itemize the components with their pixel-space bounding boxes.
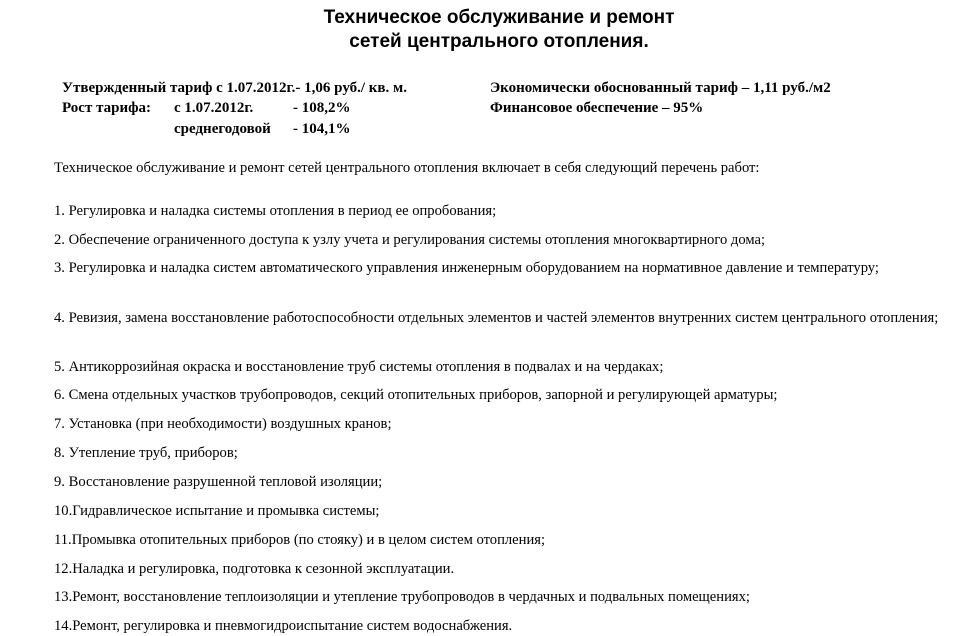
work-item-4: 4. Ревизия, замена восстановление работоспособности отдельных элементов и частей элементов внутренних систем центрального отопления; (54, 310, 939, 326)
tariff-growth-average: среднегодовой (174, 121, 271, 137)
financing-level: Финансовое обеспечение – 95% (490, 100, 704, 116)
work-item-2: 2. Обеспечение ограниченного доступа к узлу учета и регулирования системы отопления многоквартирного дома; (54, 232, 766, 248)
work-item-13: 13.Ремонт, восстановление теплоизоляции и утепление трубопроводов в чердачных и подвальных помещениях; (54, 589, 750, 605)
approved-tariff: Утвержденный тариф с 1.07.2012г.- 1,06 руб./ кв. м. (62, 80, 407, 96)
tariff-growth-label: Рост тарифа: (62, 100, 151, 116)
work-item-1: 1. Регулировка и наладка системы отопления в период ее опробования; (54, 203, 497, 219)
page-title (0, 6, 953, 54)
work-item-10: 10.Гидравлическое испытание и промывка системы; (54, 503, 380, 519)
work-item-3: 3. Регулировка и наладка систем автоматического управления инженерным оборудованием на нормативное давление и температуру; (54, 260, 879, 276)
intro-paragraph: Техническое обслуживание и ремонт сетей центрального отопления включает в себя следующий перечень работ: (54, 160, 760, 176)
work-item-11: 11.Промывка отопительных приборов (по стояку) и в целом систем отопления; (54, 532, 546, 548)
page-title-line-1: Техническое обслуживание и ремонт (323, 7, 675, 28)
tariff-growth-average-value: - 104,1% (293, 121, 351, 137)
work-item-14: 14.Ремонт, регулировка и пневмогидроиспытание систем водоснабжения. (54, 618, 513, 634)
work-item-8: 8. Утепление труб, приборов; (54, 445, 238, 461)
tariff-growth-date-value: - 108,2% (293, 100, 351, 116)
work-item-9: 9. Восстановление разрушенной тепловой изоляции; (54, 474, 383, 490)
tariff-growth-date: с 1.07.2012г. (174, 100, 254, 116)
work-item-7: 7. Установка (при необходимости) воздушных кранов; (54, 416, 392, 432)
work-item-5: 5. Антикоррозийная окраска и восстановление труб системы отопления в подвалах и на чердаках; (54, 359, 664, 375)
work-item-12: 12.Наладка и регулировка, подготовка к сезонной эксплуатации. (54, 561, 455, 577)
page-title-line-2: сетей центрального отопления. (349, 31, 649, 52)
economic-tariff: Экономически обоснованный тариф – 1,11 руб./м2 (490, 80, 831, 96)
work-item-6: 6. Смена отдельных участков трубопроводов, секций отопительных приборов, запорной и регулирующей арматуры; (54, 387, 778, 403)
